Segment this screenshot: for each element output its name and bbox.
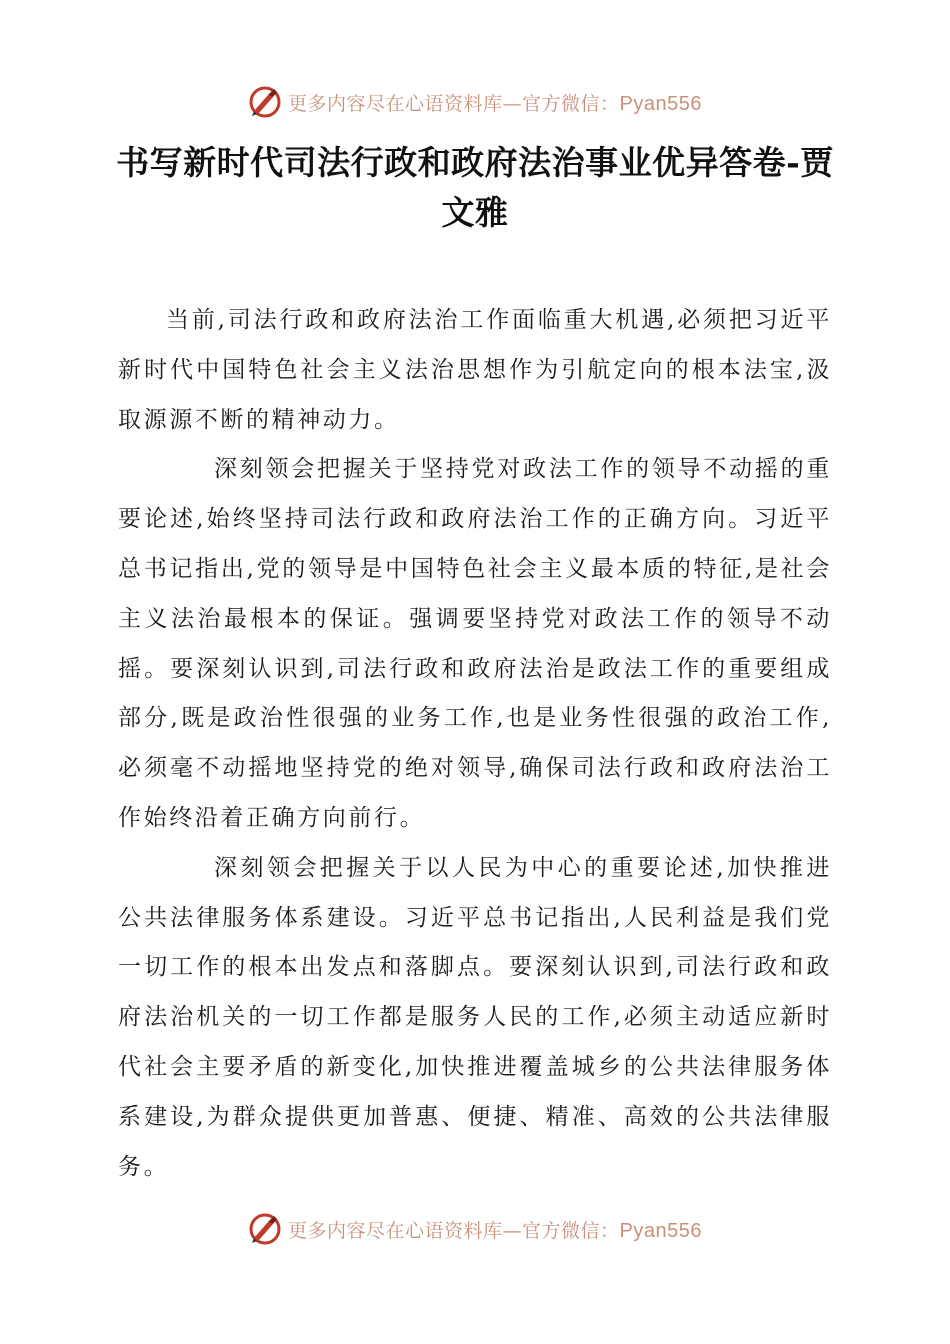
paragraph-3: 深刻领会把握关于以人民为中心的重要论述,加快推进公共法律服务体系建设。习近平总书记指出,人民利益是我们党一切工作的根本出发点和落脚点。要深刻认识到,司法行政和政府法治机关的一切工作都是服务人民的工作,必须主动适应新时代社会主要矛盾的新变化,加快推进覆盖城乡的公共法律服务体系建设,为群众提供更加普惠、便捷、精准、高效的公共法律服务。: [118, 854, 832, 1180]
footer-wechat-id: Pyan556: [619, 1219, 702, 1242]
pen-logo-icon: [248, 1212, 282, 1246]
paragraph-2: 深刻领会把握关于坚持党对政法工作的领导不动摇的重要论述,始终坚持司法行政和政府法治工作的正确方向。习近平总书记指出,党的领导是中国特色社会主义最本质的特征,是社会主义法治最根本的保证。强调要坚持党对政法工作的领导不动摇。要深刻认识到,司法行政和政府法治是政法工作的重要组成部分,既是政治性很强的业务工作,也是业务性很强的政治工作,必须毫不动摇地坚持党的绝对领导,确保司法行政和政府法治工作始终沿着正确方向前行。: [118, 456, 832, 831]
pen-logo-icon: [248, 85, 282, 119]
header-wechat-id: Pyan556: [619, 92, 702, 115]
document-title: 书写新时代司法行政和政府法治事业优异答卷-贾文雅: [116, 143, 834, 232]
paragraph-1: 当前,司法行政和政府法治工作面临重大机遇,必须把习近平新时代中国特色社会主义法治思想作为引航定向的根本法宝,汲取源源不断的精神动力。: [118, 307, 832, 433]
header-banner: [0, 82, 950, 122]
footer-banner-text: 更多内容尽在心语资料库—官方微信：Pyan556: [288, 1219, 702, 1242]
header-banner-text: 更多内容尽在心语资料库—官方微信：Pyan556: [288, 92, 702, 115]
document-body: [118, 296, 832, 1192]
footer-banner: [0, 1209, 950, 1249]
